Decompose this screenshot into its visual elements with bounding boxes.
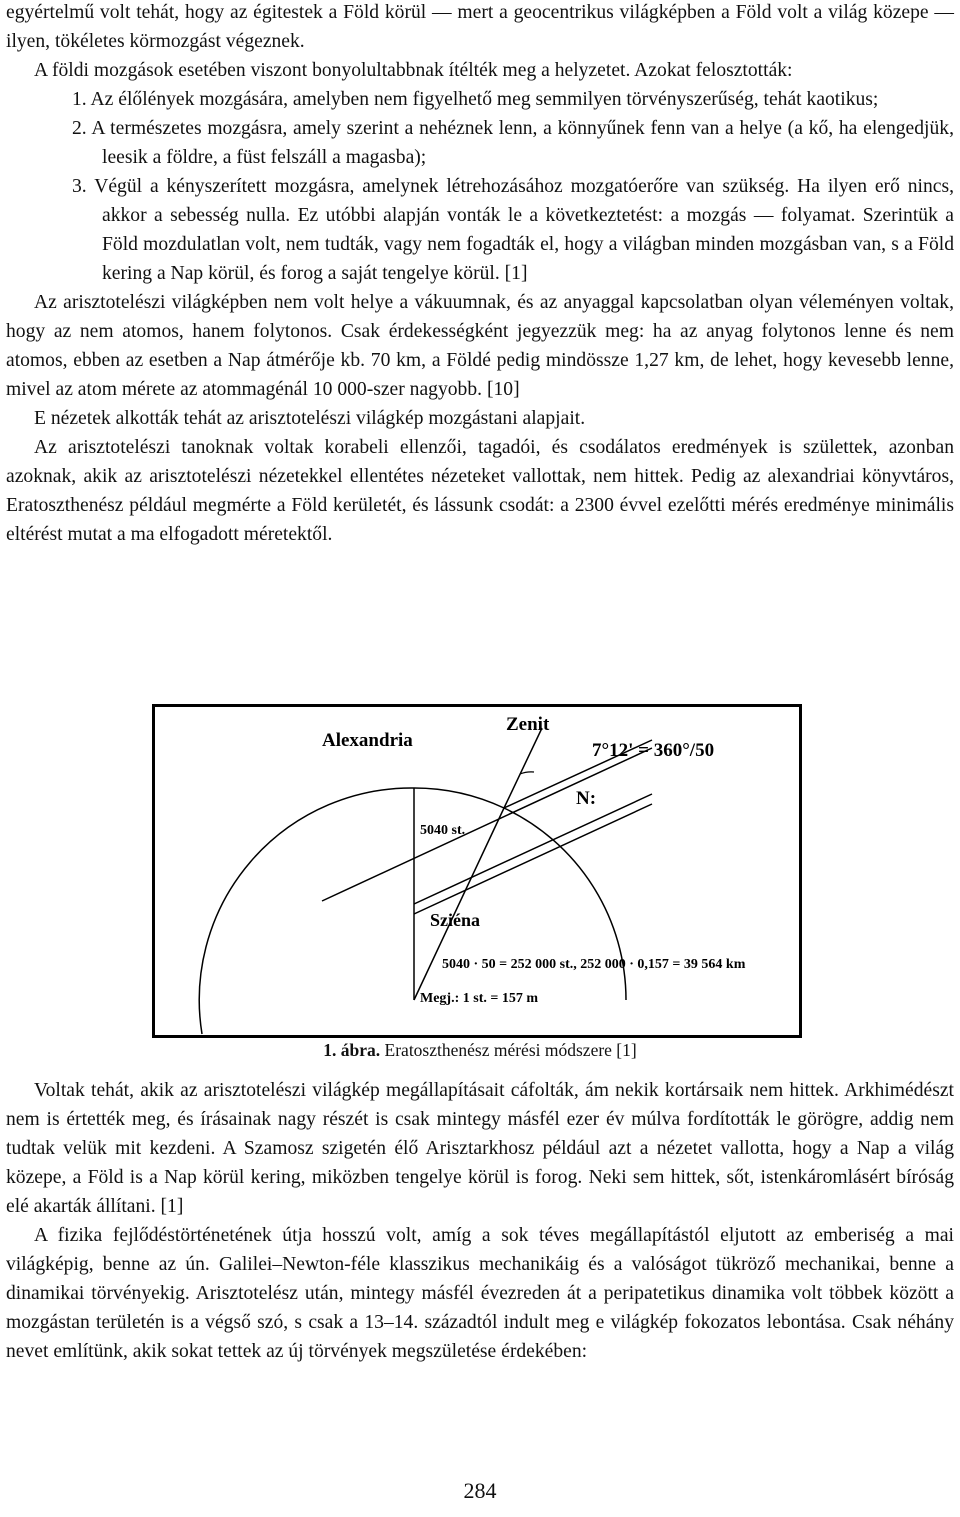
text-block-bottom [6, 1076, 954, 1366]
label-calculation: 5040 · 50 = 252 000 st., 252 000 · 0,157 = 39 564 km [442, 957, 746, 972]
label-n: N: [576, 788, 597, 809]
figure-caption [6, 1040, 954, 1061]
caption-text: Eratoszthenész mérési módszere [1] [380, 1040, 637, 1060]
list-item: 3. Végül a kényszerített mozgásra, amelynek létrehozásához mozgatóerőre van szükség. Ha ilyen erő nincs, akkor a sebesség nulla. Ez utóbbi alapján vonták le a következtetést: a mozgás — folyamat. Szerintük a Föld mozdulatlan volt, nem tudták, vagy nem fogadták el, hogy a világban minden mozgásban van, s a Föld kering a Nap körül, és forog a saját tengelye körül. [1] [72, 176, 954, 284]
eratosthenes-figure [152, 704, 802, 1038]
list-item: 2. A természetes mozgásra, amely szerint a nehéznek lenn, a könnyűnek fenn van a helye (a kő, ha elengedjük, leesik a földre, a füst felszáll a magasba); [72, 118, 954, 168]
paragraph: egyértelmű volt tehát, hogy az égitestek a Föld körül — mert a geocentrikus világképben a Föld volt a világ közepe — ilyen, tökéletes körmozgást végeznek. [6, 2, 954, 52]
paragraph: A fizika fejlődéstörténetének útja hosszú volt, amíg a sok téves megállapítástól eljutott az emberiség a mai világképig, benne az ún. Galilei–Newton-féle klasszikus mechanikáig és a valóságot tükröző mechanikai, benne a dinamikai törvényekig. Arisztotelész után, mintegy másfél évezreden át a peripatetikus dinamika volt többek között a mozgástan területén is a végső szó, s csak a 13–14. századtól indult meg e világkép fokozatos lebontása. Csak néhány nevet említünk, akik sokat tettek az új törvények megszületése érdekében: [6, 1225, 954, 1362]
paragraph: Voltak tehát, akik az arisztotelészi világkép megállapításait cáfolták, ám nekik kortársaik nem hittek. Arkhimédészt nem is értették meg, és írásainak nagy részét is csak mintegy másfél ezer év múlva fordították le görögre, addig nem tudtak velük mit kezdeni. A Szamosz szigetén élő Arisztarkhosz például azt a nézetet vallotta, hogy a Nap a világ közepe, a Föld is a Nap körül kering, miközben tengelye körül is forog. Neki sem hittek, sőt, istenkáromlásért bíróság elé akarták állítani. [1] [6, 1080, 954, 1217]
caption-number: 1. ábra. [323, 1040, 381, 1060]
label-angle: 7°12' = 360°/50 [592, 740, 715, 761]
paragraph: A földi mozgások esetében viszont bonyolultabbnak ítélték meg a helyzetet. Azokat felosztották: [34, 60, 793, 81]
label-distance: 5040 st. [420, 823, 466, 838]
paragraph: Az arisztotelészi világképben nem volt helye a vákuumnak, és az anyaggal kapcsolatban olyan véleményen voltak, hogy az nem atomos, hanem folytonos. Csak érdekességként jegyezzük meg: ha az anyag folytonos lenne és nem atomos, ebben az esetben a Nap átmérője kb. 70 km, a Földé pedig mindössze 1,27 km, de lehet, hogy kevesebb lenne, mivel az atom mérete az atommagénál 10 000-szer nagyobb. [10] [6, 292, 954, 400]
label-alexandria: Alexandria [322, 730, 413, 751]
label-note: Megj.: 1 st. = 157 m [420, 991, 539, 1006]
paragraph: E nézetek alkották tehát az arisztotelészi világkép mozgástani alapjait. [34, 408, 586, 429]
label-sziena: Sziéna [430, 910, 481, 930]
label-zenit: Zenit [506, 714, 550, 735]
paragraph: Az arisztotelészi tanoknak voltak korabeli ellenzői, tagadói, és csodálatos eredmények is születtek, azonban azoknak, akik az arisztotelészi nézetekkel ellentétes nézeteket vallottak, nem hittek. Pedig az alexandriai könyvtáros, Eratoszthenész például megmérte a Föld kerületét, és lássunk csodát: a 2300 évvel ezelőtti mérés eredménye minimális eltérést mutat a ma elfogadott méretektől. [6, 437, 954, 545]
list-item: 1. Az élőlények mozgására, amelyben nem figyelhető meg semmilyen törvényszerűség, tehát kaotikus; [72, 89, 879, 110]
page-number: 284 [463, 1478, 497, 1503]
text-block-top [6, 0, 954, 549]
